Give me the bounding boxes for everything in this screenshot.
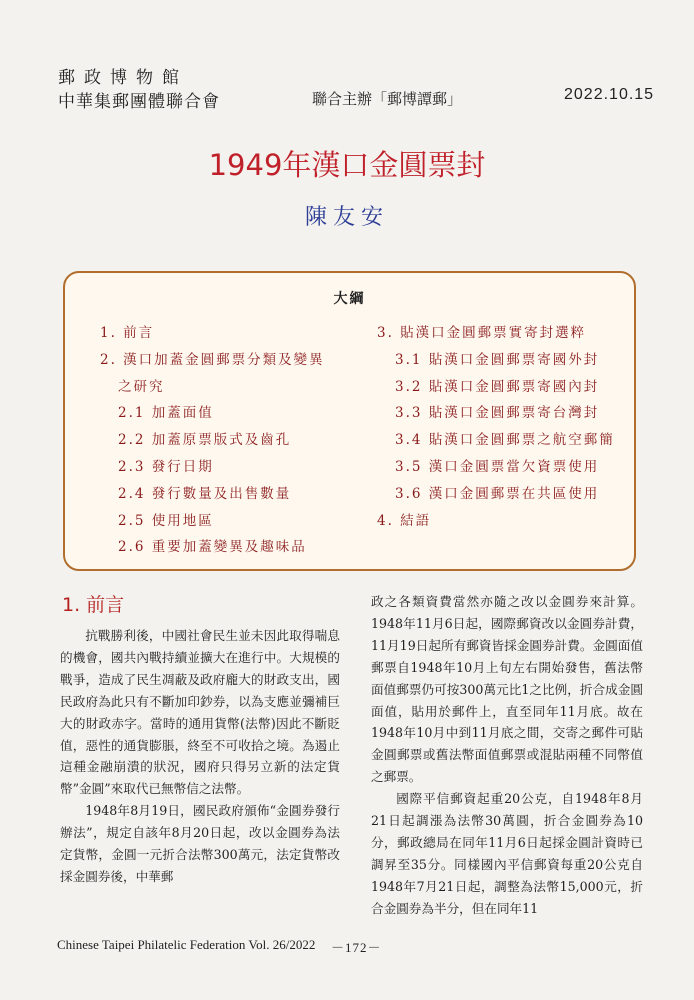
organizer-line-2: 中華集郵團體聯合會 <box>58 92 220 112</box>
outline-item: 3.2 貼漢口金圓郵票寄國內封 <box>395 378 600 395</box>
body-paragraph: 國際平信郵資起重20公克，自1948年8月21日起調漲為法幣30萬圓，折合金圓券為10分，郵政總局在同年11月6日起採金圓計資時已調昇至35分。同樣國內平信郵資每重20公克自1948年7月21日起，調整為法幣15,000元，折合金圓券為半分，但在同年11 <box>371 791 643 916</box>
outline-item: 3.5 漢口金圓票當欠資票使用 <box>395 458 600 475</box>
article-author: 陳友安 <box>304 205 389 230</box>
outline-item: 4. 結語 <box>377 512 432 529</box>
outline-item: 3. 貼漢口金圓郵票實寄封選粹 <box>377 325 587 341</box>
section-heading: 1. 前言 <box>62 594 125 616</box>
cohost-label: 聯合主辦「郵博譚郵」 <box>312 90 463 108</box>
outline-item: 2.5 使用地區 <box>118 512 214 529</box>
outline-item: 2.3 發行日期 <box>118 458 214 475</box>
body-paragraph: 1948年8月19日，國民政府頒佈“金圓券發行辦法”，規定自該年8月20日起，改以金圓券為法定貨幣，金圓一元折合法幣300萬元，法定貨幣改採金圓券後，中華郵 <box>60 803 340 884</box>
outline-item: 3.3 貼漢口金圓郵票寄台灣封 <box>395 405 600 422</box>
article-title: 1949年漢口金圓票封 <box>208 148 486 182</box>
outline-item: 3.1 貼漢口金圓郵票寄國外封 <box>395 351 600 368</box>
outline-item: 2.1 加蓋面值 <box>118 405 214 422</box>
outline-item: 之研究 <box>118 378 165 395</box>
footer-publication: Chinese Taipei Philatelic Federation Vol. 26/2022 <box>57 937 316 952</box>
outline-item: 3.6 漢口金圓郵票在共區使用 <box>395 485 600 502</box>
outline-item: 3.4 貼漢口金圓郵票之航空郵簡 <box>395 432 615 449</box>
outline-item: 1. 前言 <box>100 325 155 341</box>
outline-left-column <box>100 320 325 561</box>
page-number: －172－ <box>331 940 382 955</box>
outline-right-column <box>377 320 615 534</box>
outline-item: 2.4 發行數量及出售數量 <box>118 485 292 502</box>
body-paragraph: 政之各類資費當然亦隨之改以金圓券來計算。1948年11月6日起，國際郵資改以金圓券計費，11月19日起所有郵資皆採金圓券計費。金圓面值郵票自1948年10月上旬左右開始發售，舊法幣面值郵票仍可按300萬元比1之比例，折合成金圓面值，貼用於郵件上，直至同年11月底。故在1948年10月中到11月底之間，交寄之郵件可貼金圓郵票或舊法幣面值郵票或混貼兩種不同幣值之郵票。 <box>371 594 643 785</box>
outline-item: 2.2 加蓋原票版式及齒孔 <box>118 432 292 449</box>
outline-box <box>63 271 636 571</box>
body-paragraph: 抗戰勝利後，中國社會民生並未因此取得喘息的機會，國共內戰持續並擴大在進行中。大規模的戰爭，造成了民生凋蔽及政府龐大的財政支出，國民政府為此只有不斷加印鈔券，以為支應並彌補巨大的財政赤字。當時的通用貨幣(法幣)因此不斷貶值，惡性的通貨膨脹，終至不可收拾之境。為遏止這種金融崩潰的狀況，國府只得另立新的法定貨幣”金圓”來取代已無幣信之法幣。 <box>60 628 340 797</box>
organizer-block <box>58 66 220 114</box>
outline-item: 2. 漢口加蓋金圓郵票分類及變異 <box>100 351 325 368</box>
body-right-column <box>371 591 643 920</box>
organizer-line-1: 郵政博物館 <box>58 68 188 88</box>
header-date: 2022.10.15 <box>564 86 655 103</box>
outline-item: 2.6 重要加蓋變異及趣味品 <box>118 539 307 556</box>
outline-heading: 大綱 <box>333 291 366 307</box>
body-left-column <box>60 625 340 888</box>
